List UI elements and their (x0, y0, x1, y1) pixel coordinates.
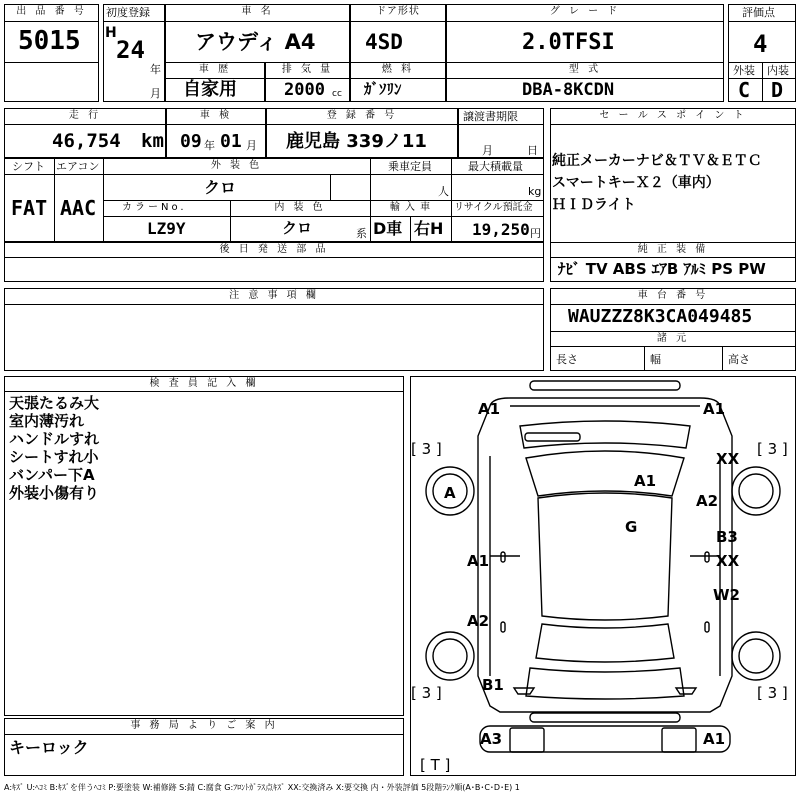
ext-color: クロ (204, 178, 237, 197)
transfer-month: 月 (482, 144, 493, 157)
inspector-line: シートすれ小 (9, 448, 99, 466)
exterior-label: 外装 (733, 64, 755, 77)
damage-door-rear-left: A2 (467, 612, 490, 630)
color-no: LZ9Y (147, 219, 186, 238)
tire-tag-rl: [ 3 ] (411, 684, 442, 702)
reg-number: 鹿児島 339ノ11 (286, 131, 427, 152)
tire-tag-spare: [ T ] (420, 756, 451, 774)
door-type: 4SD (365, 30, 403, 54)
damage-hood: A1 (634, 472, 657, 490)
notes-label: 注 意 事 項 欄 (229, 290, 319, 301)
chassis-label: 車 台 番 号 (637, 290, 709, 301)
import-label: 輸 入 車 (389, 202, 432, 213)
genuine-equipment: ﾅﾋﾞ TV ABS ｴｱB ｱﾙﾐ PS PW (558, 260, 766, 278)
int-color-label: 内 装 色 (274, 202, 326, 213)
damage-door-front-left: A1 (467, 552, 490, 570)
inspection-label: 車 検 (199, 110, 233, 121)
import-type: D車 (373, 219, 403, 238)
inspector-line: バンパー下A (9, 466, 95, 484)
car-name-label: 車 名 (241, 6, 274, 17)
transfer-label: 譲渡書期限 (463, 110, 518, 123)
capacity-label: 乗車定員 (388, 160, 432, 173)
sales-point-box (550, 108, 796, 282)
sales-point-line: ＨＩＤライト (552, 197, 636, 213)
displacement: 2000 (284, 80, 325, 100)
length-label: 長さ (556, 353, 578, 366)
damage-roof: G (625, 518, 638, 536)
grade-label: グ レ ー ド (549, 6, 621, 17)
mileage-label: 走 行 (68, 110, 102, 121)
exterior-grade: C (738, 78, 751, 102)
mileage: 46,754 (52, 130, 121, 152)
transfer-day: 日 (527, 144, 538, 157)
recycle-unit: 円 (530, 227, 541, 240)
sales-point-line: 純正メーカーナビ＆ＴＶ＆ＥＴＣ (552, 153, 762, 169)
recycle-fee: 19,250 (472, 220, 530, 239)
inspection-month-unit: 月 (246, 139, 257, 152)
tire-tag-rr: [ 3 ] (757, 684, 788, 702)
damage-front-left: A1 (478, 400, 501, 418)
office-label: 事 務 局 よ り ご 案 内 (130, 720, 278, 731)
registration-year: 24 (116, 36, 145, 64)
inspection-year-unit: 年 (204, 139, 215, 152)
capacity-unit: 人 (438, 185, 449, 198)
genuine-equipment-label: 純 正 装 備 (637, 244, 709, 255)
damage-door-front-right-2: XX (716, 552, 740, 570)
inspection-year: 09 (180, 131, 202, 152)
car-diagram (410, 376, 796, 776)
fuel-label: 燃 料 (381, 64, 415, 75)
reg-number-label: 登 録 番 号 (326, 110, 398, 121)
tire-tag-fr: [ 3 ] (757, 440, 788, 458)
inspector-line: 外装小傷有り (9, 484, 100, 502)
later-parts-label: 後 日 発 送 部 品 (219, 244, 329, 255)
height-label: 高さ (728, 353, 750, 366)
color-no-label: カラーNo. (122, 202, 187, 213)
dims-label: 諸 元 (656, 333, 690, 344)
max-load-unit: kg (528, 185, 542, 198)
interior-grade: D (771, 78, 784, 102)
inspector-line: ハンドルすれ (9, 430, 100, 448)
door-label: ドア形状 (376, 6, 420, 17)
fuel: ｶﾞｿﾘﾝ (364, 80, 402, 98)
inspection-month: 01 (220, 131, 242, 152)
inspector-label: 検 査 員 記 入 欄 (149, 378, 259, 389)
history: 自家用 (183, 79, 237, 100)
inspector-line: 天張たるみ大 (9, 394, 100, 412)
displacement-unit: cc (332, 89, 342, 99)
interior-label: 内装 (767, 64, 789, 77)
shift-label: シフト (12, 160, 45, 173)
ac-label: エアコン (56, 160, 100, 173)
recycle-label: リサイクル預託金 (454, 202, 533, 213)
damage-front-right: A1 (703, 400, 726, 418)
sales-point-label: セ ー ル ス ポ イ ン ト (599, 110, 747, 121)
inspector-line: 室内薄汚れ (9, 412, 85, 430)
history-label: 車 歴 (198, 64, 232, 75)
chassis-number: WAUZZZ8K3CA049485 (568, 306, 753, 327)
max-load-label: 最大積載量 (468, 160, 523, 173)
damage-quarter-left: B1 (482, 676, 504, 694)
score: 4 (753, 30, 768, 58)
office-text: キーロック (9, 738, 89, 757)
ac: AAC (60, 196, 97, 220)
model-code: DBA-8KCDN (522, 80, 615, 100)
damage-rear-right: A1 (703, 730, 726, 748)
steering-side: 右H (414, 219, 444, 238)
tire-tag-fl: [ 3 ] (411, 440, 442, 458)
int-color-suffix: 系 (356, 227, 367, 240)
mileage-unit: km (141, 130, 164, 152)
damage-fender-right-2: A2 (696, 492, 719, 510)
shift: FAT (11, 196, 48, 220)
first-registration-label: 初度登録 (106, 6, 150, 19)
era: H (105, 25, 117, 41)
damage-rear-left: A3 (480, 730, 503, 748)
width-label: 幅 (650, 353, 661, 366)
grade: 2.0TFSI (522, 30, 615, 55)
legend: A:ｷｽﾞ U:ﾍｺﾐ B:ｷｽﾞを伴うﾍｺﾐ P:要塗装 W:補修跡 S:錆 C:腐食 G:ﾌﾛﾝﾄｶﾞﾗｽ点ｷｽﾞ XX:交換済み X:要交換 内・外装評価 5段階ﾗﾝｸ順(A･B･C･D･E) 1 (4, 783, 520, 792)
displacement-label: 排 気 量 (281, 64, 334, 75)
sales-point-line: スマートキーＸ２（車内） (552, 175, 720, 191)
model-code-label: 型 式 (568, 64, 602, 75)
month-unit: 月 (150, 87, 161, 100)
ext-color-label: 外 装 色 (210, 160, 263, 171)
lot-number: 5015 (18, 26, 81, 56)
damage-wheel-fl: A (444, 484, 456, 502)
damage-door-front-right: B3 (716, 528, 738, 546)
lot-number-label: 出 品 番 号 (16, 6, 87, 17)
year-unit: 年 (150, 63, 161, 76)
car-name: アウディ A4 (195, 30, 316, 54)
score-label: 評価点 (742, 6, 775, 19)
int-color: クロ (282, 219, 313, 237)
damage-door-rear-right: W2 (713, 586, 740, 604)
damage-fender-right: XX (716, 450, 740, 468)
